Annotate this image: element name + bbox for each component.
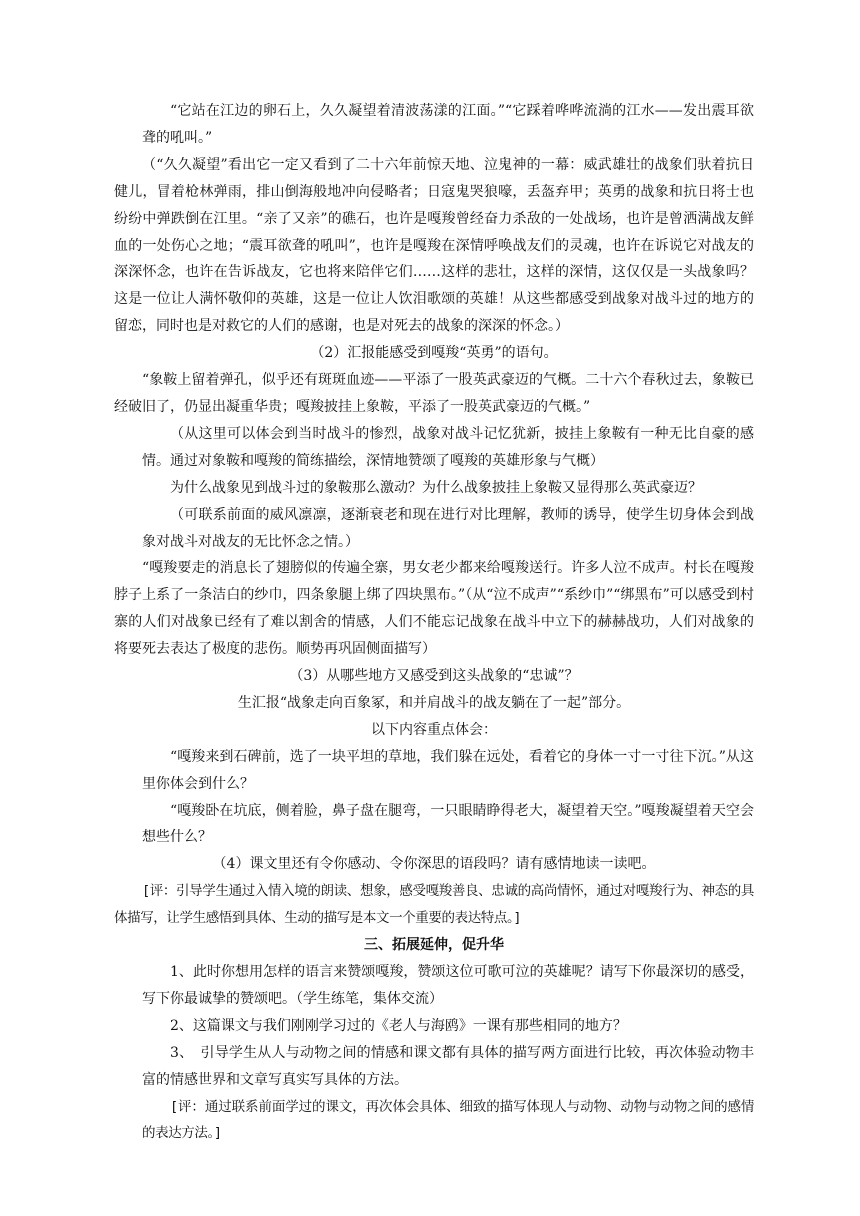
teacher-comment-reading: [评：引导学生通过入情入境的朗读、想象，感受嘎羧善良、忠诚的高尚情怀，通过对嘎羧行为、神态的具体描写，让学生感悟到具体、生动的描写是本文一个重要的表达特点。]: [114, 883, 754, 927]
section-heading-extension: 三、拓展延伸，促升华: [364, 937, 504, 954]
analysis-paragraph-contrast: （可联系前面的威风凛凛，逐渐衰老和现在进行对比理解，教师的诱导，使学生切身体会到战象对战斗对战友的无比怀念之情。）: [142, 506, 754, 550]
activity-item-1: 1、此时你想用怎样的语言来赞颂嘎羧，赞颂这位可歌可泣的英雄呢？请写下你最深切的感受，写下你最诚挚的赞颂吧。（学生练笔，集体交流）: [142, 964, 754, 1007]
student-report-line: 生汇报“战象走向百象冢，和并肩战斗的战友躺在了一起”部分。: [237, 694, 631, 711]
activity-item-3: 3、 引导学生从人与动物之间的情感和课文都有具体的描写两方面进行比较，再次体验动物丰富的情感世界和文章写真实写具体的方法。: [142, 1044, 754, 1088]
focus-intro-line: 以下内容重点体会：: [371, 721, 497, 738]
teacher-comment-comparison: [评：通过联系前面学过的课文，再次体会具体、细致的描写体现人与动物、动物与动物之间的感情的表达方法。]: [142, 1098, 754, 1142]
analysis-paragraph-gazing: （“久久凝望”看出它一定又看到了二十六年前惊天地、泣鬼神的一幕：威武雄壮的战象们驮着抗日健儿，冒着枪林弹雨，排山倒海般地冲向侵略者；日寇鬼哭狼嚎，丢盔弃甲；英勇的战象和抗日将士也纷纷中弹跌倒在江里。“亲了又亲”的礁石，也许是嘎羧曾经奋力杀敌的一处战场，也许是曾洒满战友鲜血的一处伤心之地；“震耳欲聋的吼叫”，也许是嘎羧在深情呼唤战友们的灵魂，也许在诉说它对战友的深深怀念，也许在告诉战友，它也将来陪伴它们……这样的悲壮，这样的深情，这仅仅是一头战象吗？这是一位让人满怀敬仰的英雄，这是一位让人饮泪歌颂的英雄！从这些都感受到战象对战斗过的地方的留恋，同时也是对救它的人们的感谢，也是对死去的战象的深深的怀念。）: [114, 156, 754, 335]
analysis-paragraph-saddle: （从这里可以体会到当时战斗的惨烈，战象对战斗记忆犹新，披挂上象鞍有一种无比自豪的感情。通过对象鞍和嘎羧的简练描绘，深情地赞颂了嘎羧的英雄形象与气概）: [142, 425, 754, 469]
quote-paragraph-pit: “嘎羧卧在坑底，侧着脸，鼻子盘在腿弯，一只眼睛睁得老大，凝望着天空。”嘎羧凝望着天空会想些什么？: [142, 802, 754, 846]
quote-paragraph-saddle: “象鞍上留着弹孔，似乎还有斑斑血迹——平添了一股英武豪迈的气概。二十六个春秋过去，象鞍已经破旧了，仍显出凝重华贵；嘎羧披挂上象鞍，平添了一股英武豪迈的气概。”: [114, 372, 754, 415]
quote-paragraph-stone-tablet: “嘎羧来到石碑前，选了一块平坦的草地，我们躲在远处，看着它的身体一寸一寸往下沉。”从这里你体会到什么？: [142, 748, 754, 792]
question-paragraph-saddle: 为什么战象见到战斗过的象鞍那么激动？为什么战象披挂上象鞍又显得那么英武豪迈？: [170, 479, 702, 496]
quote-paragraph-river: “它站在江边的卵石上，久久凝望着清波荡漾的江面。”“它踩着哗哗流淌的江水——发出震耳欲聋的吼叫。”: [142, 103, 754, 146]
lesson-plan-body: [114, 98, 754, 1147]
step-heading-brave: （2）汇报能感受到嘎羧“英勇”的语句。: [310, 345, 558, 362]
step-heading-loyal: （3）从哪些地方又感受到这头战象的“忠诚”？: [289, 668, 579, 685]
quote-paragraph-farewell: “嘎羧要走的消息长了翅膀似的传遍全寨，男女老少都来给嘎羧送行。许多人泣不成声。村长在嘎羧脖子上系了一条洁白的纱巾，四条象腿上绑了四块黑布。”（从“泣不成声”“系纱巾”“绑黑布”可以感受到村寨的人们对战象已经有了难以割舍的情感，人们不能忘记战象在战斗中立下的赫赫战功，人们对战象的将要死去表达了极度的悲伤。顺势再巩固侧面描写）: [114, 560, 754, 658]
step-heading-moving: （4）课文里还有令你感动、令你深思的语段吗？请有感情地读一读吧。: [212, 856, 656, 873]
activity-item-2: 2、这篇课文与我们刚刚学习过的《老人与海鸥》一课有那些相同的地方？: [170, 1017, 627, 1034]
